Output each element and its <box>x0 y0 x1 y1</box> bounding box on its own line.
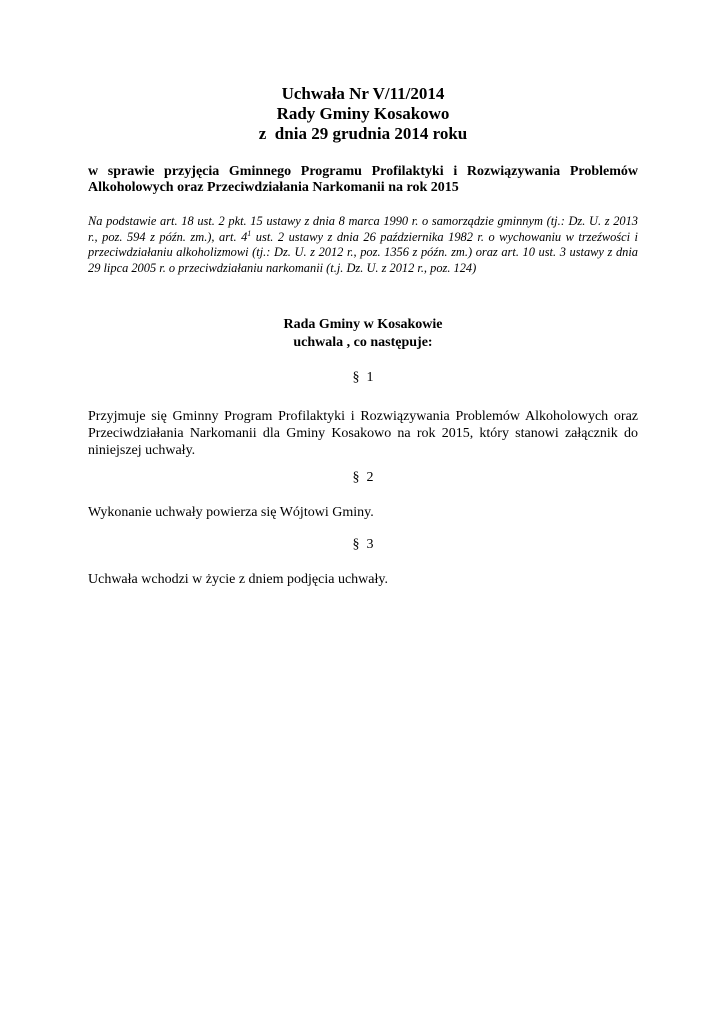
resolution-date: z dnia 29 grudnia 2014 roku <box>258 124 468 143</box>
council-line-2: uchwala , co następuje: <box>293 335 433 350</box>
legal-basis-part1: Na podstawie art. 18 ust. 2 pkt. 15 ustawy z dnia 8 marca 1990 r. o samorządzie gminnym (tj.: Dz. U. z 2013 r., poz. 594 z późn. zm.), art. 4 <box>88 214 638 244</box>
document-page <box>88 84 638 588</box>
section-2-text: Wykonanie uchwały powierza się Wójtowi Gminy. <box>88 505 374 520</box>
section-1-text: Przyjmuje się Gminny Program Profilaktyki i Rozwiązywania Problemów Alkoholowych oraz Przeciwdziałania Narkomanii dla Gminy Kosakowo na rok 2015, który stanowi załącznik do niniejszej uchwały. <box>88 409 638 458</box>
council-line-1: Rada Gminy w Kosakowie <box>283 317 443 332</box>
section-3-sign: § 3 <box>352 537 374 552</box>
council-statement <box>88 316 638 352</box>
section-2-sign: § 2 <box>352 470 374 485</box>
resolution-number: Uchwała Nr V/11/2014 <box>281 84 445 103</box>
section-1-sign: § 1 <box>352 370 374 385</box>
document-title <box>88 84 638 144</box>
legal-basis <box>88 214 638 276</box>
legal-basis-part2: ust. 2 ustawy z dnia 26 października 1982 r. o wychowaniu w trzeźwości i przeciwdziałaniu alkoholizmowi (tj.: Dz. U. z 2012 r., poz. 1356 z późn. zm.) oraz art. 10 ust. 3 ustawy z dnia 29 lipca 2005 r. o przeciwdziałaniu narkomanii (t.j. Dz. U. z 2012 r., poz. 124) <box>88 229 638 275</box>
resolution-subject: w sprawie przyjęcia Gminnego Programu Profilaktyki i Rozwiązywania Problemów Alkoholowych oraz Przeciwdziałania Narkomanii na rok 2015 <box>88 164 638 195</box>
section-3-text: Uchwała wchodzi w życie z dniem podjęcia uchwały. <box>88 572 388 587</box>
council-name: Rady Gminy Kosakowo <box>276 104 450 123</box>
legal-basis-superscript: 1 <box>247 228 252 238</box>
